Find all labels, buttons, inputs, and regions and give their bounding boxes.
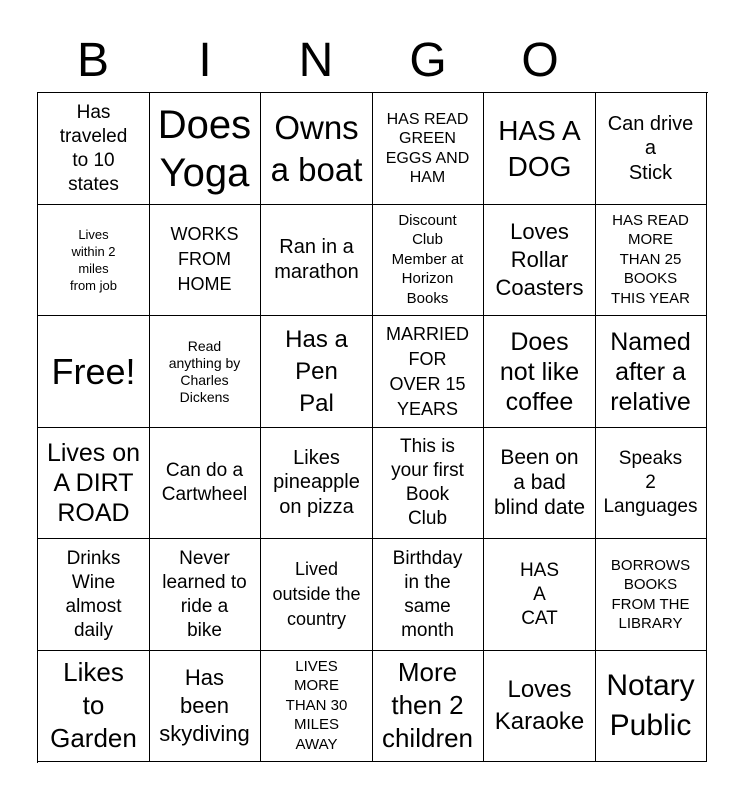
cell-text: Loves Rollar Coasters — [495, 218, 584, 300]
cell-text: This is your first Book Club — [391, 435, 464, 529]
bingo-cell[interactable] — [595, 204, 707, 316]
cell-text: Free! — [51, 350, 136, 392]
cell-text: Loves Karaoke — [494, 675, 585, 735]
cell-text: Has traveled to 10 states — [59, 101, 128, 195]
cell-text: Notary Public — [606, 668, 695, 742]
bingo-cell[interactable] — [595, 650, 707, 762]
cell-text: MARRIED FOR OVER 15 YEARS — [385, 323, 469, 419]
bingo-cell[interactable] — [149, 93, 261, 205]
bingo-cell[interactable] — [484, 204, 596, 316]
bingo-cell[interactable] — [372, 316, 484, 428]
bingo-cell[interactable] — [595, 93, 707, 205]
bingo-cell[interactable] — [484, 650, 596, 762]
cell-text: HAS READ MORE THAN 25 BOOKS THIS YEAR — [611, 211, 690, 307]
cell-text: Has been skydiving — [159, 664, 250, 746]
cell-text: Lives within 2 miles from job — [70, 226, 117, 293]
cell-text: Been on a bad blind date — [493, 446, 586, 519]
bingo-cell[interactable] — [484, 316, 596, 428]
bingo-cell[interactable] — [484, 427, 596, 539]
cell-text: Can do a Cartwheel — [161, 459, 248, 505]
bingo-cell[interactable] — [38, 427, 150, 539]
bingo-cell[interactable] — [372, 427, 484, 539]
header-letter-b: B — [76, 34, 109, 87]
bingo-board — [37, 92, 708, 763]
cell-text: LIVES MORE THAN 30 MILES AWAY — [285, 657, 348, 753]
bingo-cell[interactable] — [261, 93, 373, 205]
bingo-cell[interactable] — [149, 204, 261, 316]
bingo-cell[interactable] — [38, 204, 150, 316]
bingo-cell[interactable] — [38, 93, 150, 205]
cell-text: Owns a boat — [270, 108, 363, 188]
cell-text: Ran in a marathon — [274, 236, 359, 283]
bingo-cell[interactable] — [261, 204, 373, 316]
cell-text: Likes pineapple on pizza — [273, 446, 360, 518]
bingo-cell[interactable] — [372, 93, 484, 205]
bingo-cell[interactable] — [595, 539, 707, 651]
bingo-cell[interactable] — [484, 539, 596, 651]
bingo-cell[interactable] — [149, 650, 261, 762]
cell-text: Has a Pen Pal — [285, 325, 348, 417]
cell-text: Discount Club Member at Horizon Books — [391, 211, 464, 307]
cell-text: Does Yoga — [157, 102, 252, 195]
header-letter-n: N — [298, 34, 334, 87]
bingo-cell[interactable] — [261, 539, 373, 651]
free-cell[interactable] — [38, 316, 150, 428]
bingo-cell[interactable] — [261, 427, 373, 539]
cell-text: Birthday in the same month — [392, 547, 463, 641]
cell-text: Lived outside the country — [272, 559, 361, 629]
bingo-cell[interactable] — [261, 650, 373, 762]
cell-text: HAS A CAT — [519, 559, 560, 629]
cell-text: Drinks Wine almost daily — [65, 547, 122, 641]
header-letter-o: O — [521, 34, 559, 87]
cell-text: Speaks 2 Languages — [603, 447, 698, 517]
cell-text: Does not like coffee — [499, 327, 580, 416]
cell-text: HAS READ GREEN EGGS AND HAM — [385, 110, 470, 186]
cell-text: Named after a relative — [610, 327, 691, 416]
bingo-cell[interactable] — [261, 316, 373, 428]
cell-text: Lives on A DIRT ROAD — [46, 438, 141, 527]
cell-text: Can drive a Stick — [607, 112, 694, 184]
cell-text: Never learned to ride a bike — [162, 547, 247, 641]
cell-text: BORROWS BOOKS FROM THE LIBRARY — [610, 556, 691, 632]
bingo-cell[interactable] — [372, 204, 484, 316]
bingo-cell[interactable] — [595, 427, 707, 539]
cell-text: More then 2 children — [381, 657, 474, 753]
bingo-cell[interactable] — [484, 93, 596, 205]
bingo-cell[interactable] — [372, 650, 484, 762]
bingo-cell[interactable] — [149, 539, 261, 651]
bingo-cell[interactable] — [38, 539, 150, 651]
header-letter-g: G — [409, 34, 447, 87]
header-letter-i: I — [198, 34, 212, 87]
bingo-cell[interactable] — [372, 539, 484, 651]
bingo-cell[interactable] — [149, 316, 261, 428]
bingo-cell[interactable] — [149, 427, 261, 539]
bingo-header — [37, 30, 707, 92]
cell-text: HAS A DOG — [498, 114, 581, 182]
bingo-cell[interactable] — [38, 650, 150, 762]
cell-text: Likes to Garden — [50, 657, 137, 753]
bingo-cell[interactable] — [595, 316, 707, 428]
cell-text: Read anything by Charles Dickens — [168, 337, 241, 405]
cell-text: WORKS FROM HOME — [170, 224, 239, 294]
